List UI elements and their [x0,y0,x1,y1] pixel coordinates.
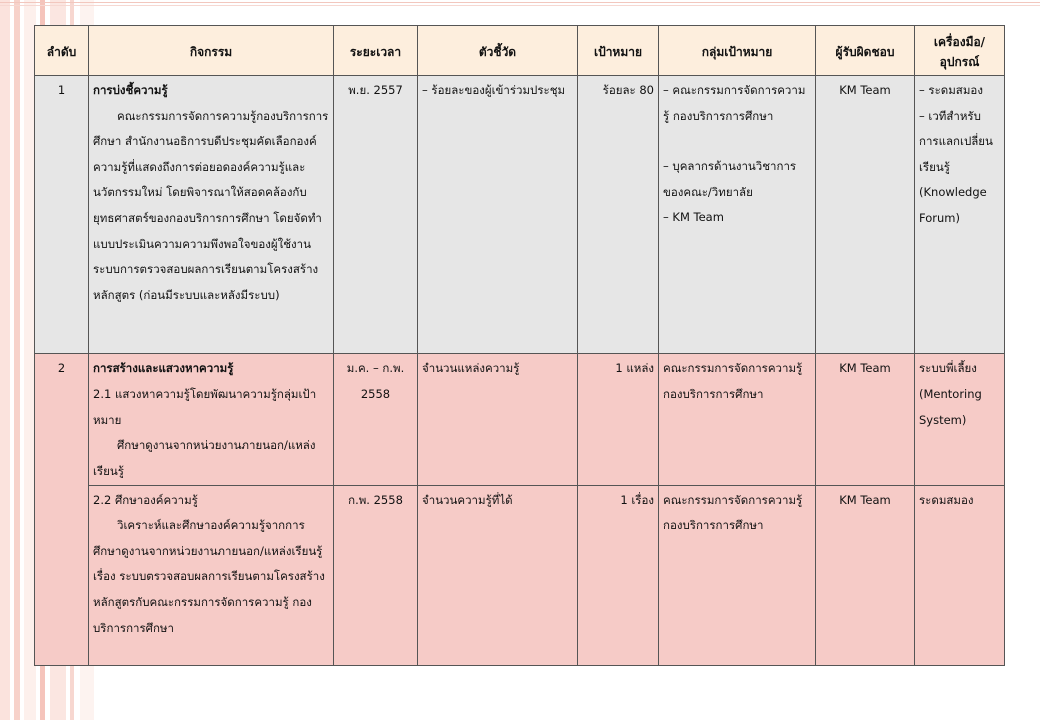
activity-description: วิเคราะห์และศึกษาองค์ความรู้จากการศึกษาดูงานจากหน่วยงานภายนอก/แหล่งเรียนรู้ เรื่อง ระบบตรวจสอบผลการเรียนตามโครงสร้างหลักสูตรกับคณะกรรมการจัดการความรู้ กองบริการการศึกษา [93,518,325,635]
row-owner: KM Team [816,354,915,485]
row-indicator: – ร้อยละของผู้เข้าร่วมประชุม [418,76,578,354]
row-indicator: จำนวนความรู้ที่ได้ [418,485,578,665]
row-owner: KM Team [816,485,915,665]
table-row [35,76,1005,354]
row-period: พ.ย. 2557 [334,76,418,354]
row-activity [89,485,334,665]
activity-title: การบ่งชี้ความรู้ [93,83,168,97]
row-owner: KM Team [816,76,915,354]
header-row [35,26,1005,76]
row-tools [915,76,1005,354]
header-tools: เครื่องมือ/อุปกรณ์ [915,26,1005,76]
activity-description: ศึกษาดูงานจากหน่วยงานภายนอก/แหล่งเรียนรู้ [93,438,316,478]
row-order: 2 [35,354,89,666]
activity-description: คณะกรรมการจัดการความรู้กองบริการการศึกษา สำนักงานอธิการบดีประชุมคัดเลือกองค์ความรู้ที่แสดงถึงการต่อยอดองค์ความรู้และนวัตกรรมใหม่ โดยพิจารณาให้สอดคล้องกับยุทธศาสตร์ของกองบริการการศึกษา โดยจัดทำแบบประเมินความความพึงพอใจของผู้ใช้งานระบบการตรวจสอบผลการเรียนตามโครงสร้างหลักสูตร (ก่อนมีระบบและหลังมีระบบ) [93,108,329,302]
km-plan-table [34,25,1005,666]
row-tools: ระดมสมอง [915,485,1005,665]
row-period: ม.ค. – ก.พ. 2558 [334,354,418,485]
row-indicator: จำนวนแหล่งความรู้ [418,354,578,485]
header-target: เป้าหมาย [578,26,659,76]
row-target: 1 แหล่ง [578,354,659,485]
table-row [35,354,1005,485]
row-target: ร้อยละ 80 [578,76,659,354]
target-group-item: – คณะกรรมการจัดการความรู้ กองบริการการศึกษา [663,83,806,123]
row-period: ก.พ. 2558 [334,485,418,665]
row-target-group: คณะกรรมการจัดการความรู้ กองบริการการศึกษา [659,354,816,485]
target-group-item: – บุคลากรด้านงานวิชาการของคณะ/วิทยาลัย [663,159,797,199]
activity-title: การสร้างและแสวงหาความรู้ [93,361,234,376]
header-order: ลำดับ [35,26,89,76]
activity-subtitle: 2.1 แสวงหาความรู้โดยพัฒนาความรู้กลุ่มเป้าหมาย [93,387,317,427]
row-target-group: คณะกรรมการจัดการความรู้ กองบริการการศึกษา [659,485,816,665]
header-indicator: ตัวชี้วัด [418,26,578,76]
header-period: ระยะเวลา [334,26,418,76]
header-owner: ผู้รับผิดชอบ [816,26,915,76]
row-target-group [659,76,816,354]
row-activity [89,354,334,485]
header-activity: กิจกรรม [89,26,334,76]
decorative-top-lines [0,0,1040,8]
activity-subtitle: 2.2 ศึกษาองค์ความรู้ [93,492,198,507]
tool-item: ระบบพี่เลี้ยง [919,361,977,376]
target-group-item: – KM Team [663,210,724,225]
tool-item: (Knowledge Forum) [919,185,987,225]
row-order: 1 [35,76,89,354]
row-target: 1 เรื่อง [578,485,659,665]
tool-item: (Mentoring System) [919,387,982,427]
row-tools [915,354,1005,485]
tool-item: – เวทีสำหรับการแลกเปลี่ยนเรียนรู้ [919,108,993,174]
row-activity [89,76,334,354]
header-target-group: กลุ่มเป้าหมาย [659,26,816,76]
tool-item: – ระดมสมอง [919,83,983,97]
table-row [35,485,1005,665]
